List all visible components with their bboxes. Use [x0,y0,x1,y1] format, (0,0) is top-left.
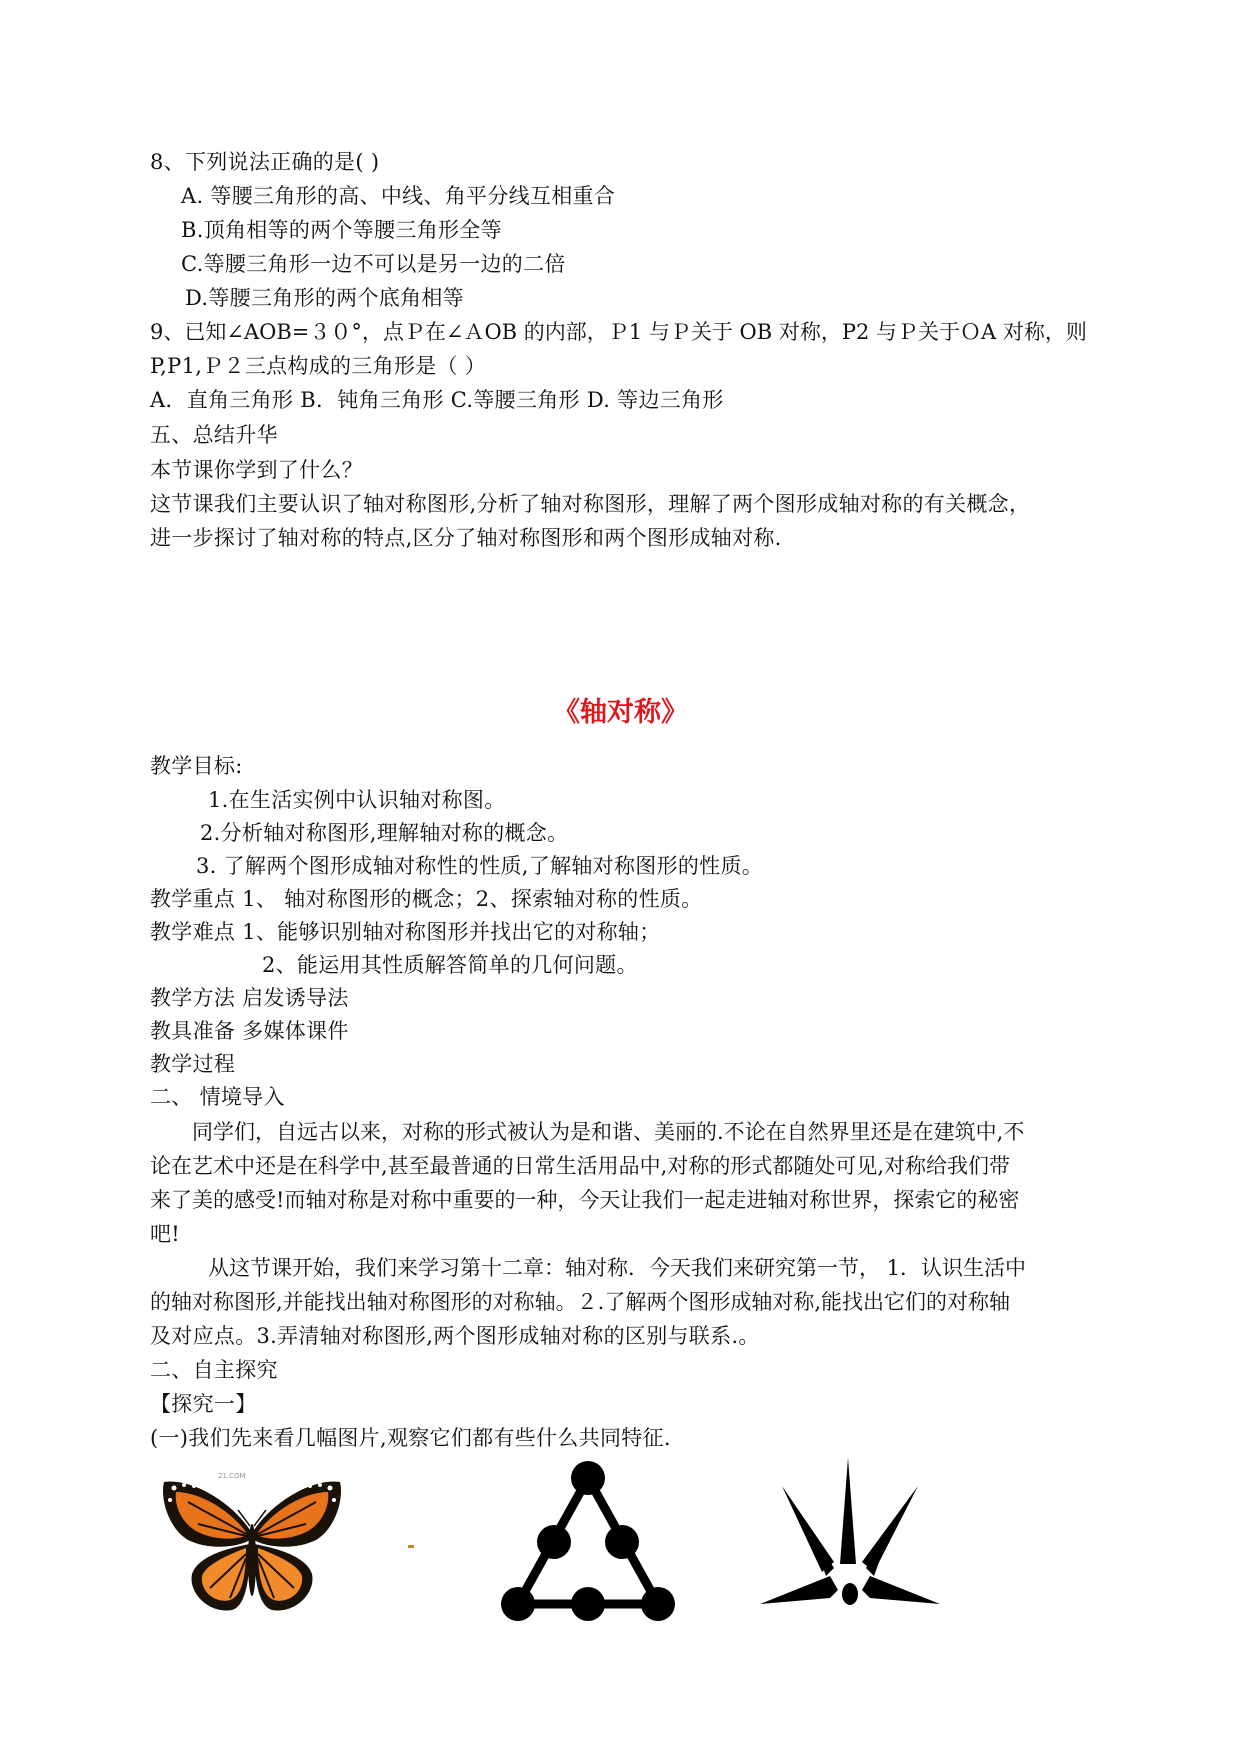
explore-text: (一)我们先来看几幅图片,观察它们都有些什么共同特征. [150,1426,671,1450]
goal-2: 2.分析轴对称图形,理解轴对称的概念。 [200,821,569,845]
teaching-method: 教学方法 启发诱导法 [150,986,349,1010]
difficulty-1: 教学难点 1、能够识别轴对称图形并找出它的对称轴； [150,920,661,944]
intro-heading: 二、 情境导入 [150,1085,285,1109]
stray-mark [408,1545,414,1548]
lesson-title: 《轴对称》 [553,697,688,728]
goals-label: 教学目标: [150,754,243,778]
explore-one-label: 【探究一】 [150,1392,257,1416]
intro-p1-line2: 论在艺术中还是在科学中,甚至最普通的日常生活用品中,对称的形式都随处可见,对称给我们带 [150,1154,1011,1178]
q8-option-c: C.等腰三角形一边不可以是另一边的二倍 [181,252,566,276]
goal-1: 1.在生活实例中认识轴对称图。 [208,788,506,812]
spike-shape-image [760,1458,940,1618]
teaching-tools: 教具准备 多媒体课件 [150,1019,349,1043]
explore-heading: 二、自主探究 [150,1358,278,1382]
dot-triangle-image [498,1456,678,1626]
summary-para-line1: 这节课我们主要认识了轴对称图形,分析了轴对称图形，理解了两个图形成轴对称的有关概念， [150,492,1031,516]
key-points: 教学重点 1、 轴对称图形的概念；2、探索轴对称的性质。 [150,887,703,911]
q8-stem: 8、下列说法正确的是( ) [150,150,380,174]
summary-question: 本节课你学到了什么？ [150,458,363,482]
q8-option-d: D.等腰三角形的两个底角相等 [185,286,464,310]
q9-stem-line1: 9、已知∠AOB=３０°，点Ｐ在∠ＡOB 的内部，Ｐ1 与Ｐ关于 OB 对称，P2 与Ｐ关于ＯA 对称，则 [150,320,1087,344]
intro-p1-line3: 来了美的感受!而轴对称是对称中重要的一种，今天让我们一起走进轴对称世界，探索它的秘密 [150,1188,1020,1212]
summary-para-line2: 进一步探讨了轴对称的特点,区分了轴对称图形和两个图形成轴对称. [150,526,782,550]
butterfly-image [158,1468,346,1628]
q9-stem-line2: P,P1,Ｐ２三点构成的三角形是（ ） [150,354,487,378]
goal-3: 3. 了解两个图形成轴对称性的性质,了解轴对称图形的性质。 [196,854,764,878]
intro-p1-line1: 同学们，自远古以来，对称的形式被认为是和谐、美丽的.不论在自然界里还是在建筑中,不 [192,1120,1025,1144]
difficulty-2: 2、能运用其性质解答简单的几何问题。 [262,953,638,977]
q8-option-a: A. 等腰三角形的高、中线、角平分线互相重合 [181,184,616,208]
teaching-process: 教学过程 [150,1052,236,1076]
intro-p2-line3: 及对应点。3.弄清轴对称图形,两个图形成轴对称的区别与联系.。 [150,1324,760,1348]
intro-p2-line2: 的轴对称图形,并能找出轴对称图形的对称轴。２.了解两个图形成轴对称,能找出它们的对称轴 [150,1290,1011,1314]
butterfly-watermark: 21.COM [218,1472,246,1480]
q8-option-b: B.顶角相等的两个等腰三角形全等 [181,218,502,242]
q9-options: A．直角三角形 B．钝角三角形 C.等腰三角形 D. 等边三角形 [150,388,724,412]
intro-p1-line4: 吧! [150,1222,181,1246]
summary-heading: 五、总结升华 [150,423,278,447]
intro-p2-line1: 从这节课开始，我们来学习第十二章：轴对称．今天我们来研究第一节， 1．认识生活中 [208,1256,1027,1280]
